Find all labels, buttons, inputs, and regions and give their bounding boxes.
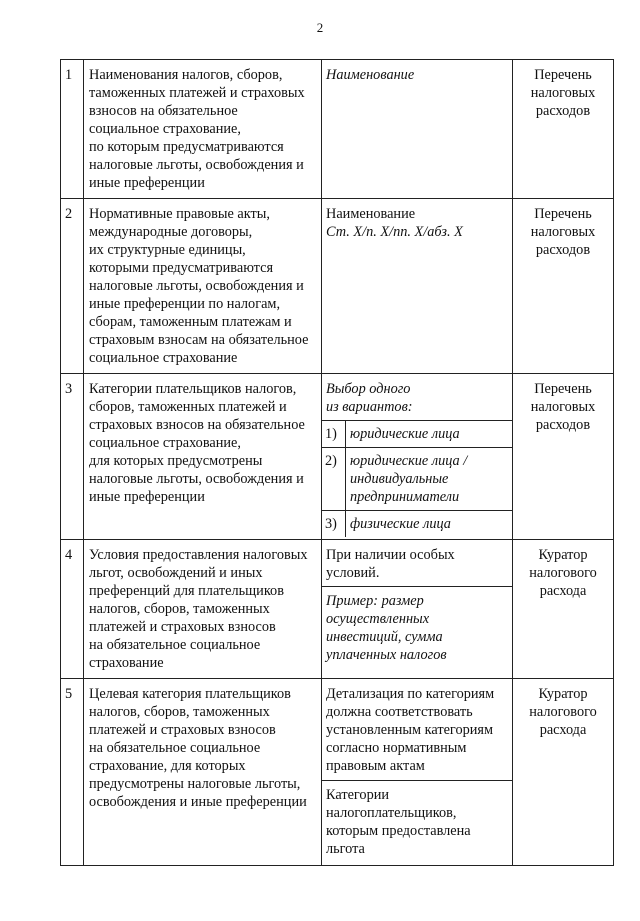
spec-line: льгота: [326, 841, 365, 857]
spec-line: условий.: [326, 565, 380, 581]
dest-line: Перечень: [534, 206, 592, 222]
table-row: [61, 540, 614, 679]
row-number: 4: [61, 540, 84, 679]
dest-line: налогового: [529, 565, 597, 581]
desc-line: по которым предусматриваются: [89, 139, 284, 155]
spec-line: Выбор одного: [326, 381, 411, 397]
option-line: индивидуальные: [350, 471, 449, 487]
row-spec: [322, 199, 513, 374]
spec-line: установленным категориям: [326, 722, 494, 738]
spec-line: Ст. X/п. X/пп. X/абз. X: [326, 224, 463, 240]
option-number: 2): [322, 448, 346, 510]
desc-line: сборам, таможенным платежам и: [89, 314, 292, 330]
desc-line: на обязательное социальное: [89, 740, 261, 756]
table-row: [61, 199, 614, 374]
desc-line: страхование, для которых: [89, 758, 246, 774]
dest-line: Перечень: [534, 381, 592, 397]
spec-category: [322, 780, 512, 863]
spec-line: согласно нормативным: [326, 740, 467, 756]
desc-line: Нормативные правовые акты,: [89, 206, 270, 222]
row-spec: [322, 60, 513, 199]
row-description: [84, 199, 322, 374]
dest-line: налоговых: [530, 224, 596, 240]
spec-line: налогоплательщиков,: [326, 805, 457, 821]
dest-line: налоговых: [530, 85, 596, 101]
dest-line: расходов: [535, 242, 591, 258]
row-destination: [513, 374, 614, 540]
tax-expenditure-table: [60, 59, 614, 866]
spec-line: правовым актам: [326, 758, 425, 774]
desc-line: преференций для плательщиков: [89, 583, 284, 599]
desc-line: Целевая категория плательщиков: [89, 686, 291, 702]
spec-line: Пример: размер: [326, 593, 424, 609]
desc-line: налогов, сборов, таможенных: [89, 601, 270, 617]
desc-line: таможенных платежей и страховых: [89, 85, 305, 101]
desc-line: предусмотрены налоговые льготы,: [89, 776, 301, 792]
spec-line: уплаченных налогов: [326, 647, 447, 663]
option-row: [322, 420, 512, 447]
spec-line: При наличии особых: [326, 547, 455, 563]
option-line: юридические лица /: [350, 453, 468, 469]
row-description: [84, 374, 322, 540]
desc-line: иные преференции: [89, 489, 205, 505]
table-row: [61, 679, 614, 866]
dest-line: расхода: [539, 583, 587, 599]
desc-line: иные преференции по налогам,: [89, 296, 281, 312]
option-row: [322, 447, 512, 510]
row-number: 5: [61, 679, 84, 866]
desc-line: страховых взносов на обязательное: [89, 417, 305, 433]
option-number: 1): [322, 421, 346, 447]
desc-line: на обязательное социальное: [89, 637, 261, 653]
desc-line: платежей и страховых взносов: [89, 619, 276, 635]
row-spec: [322, 540, 513, 679]
dest-line: Куратор: [538, 547, 588, 563]
spec-line: Наименование: [326, 67, 415, 83]
desc-line: страхование: [89, 655, 164, 671]
row-number: 1: [61, 60, 84, 199]
dest-line: расходов: [535, 417, 591, 433]
desc-line: для которых предусмотрены: [89, 453, 263, 469]
desc-lines: [84, 60, 321, 198]
spec-line: Детализация по категориям: [326, 686, 495, 702]
dest-line: Перечень: [534, 67, 592, 83]
option-line: физические лица: [350, 516, 451, 532]
table-row: [61, 374, 614, 540]
row-description: [84, 540, 322, 679]
desc-line: налогов, сборов, таможенных: [89, 704, 270, 720]
dest-line: расхода: [539, 722, 587, 738]
option-line: юридические лица: [350, 426, 460, 442]
desc-line: налоговые льготы, освобождения и: [89, 157, 304, 173]
row-spec: [322, 374, 513, 540]
row-destination: [513, 60, 614, 199]
spec-line: должна соответствовать: [326, 704, 473, 720]
option-text: [346, 511, 512, 537]
desc-line: Категории плательщиков налогов,: [89, 381, 297, 397]
row-description: [84, 679, 322, 866]
row-destination: [513, 679, 614, 866]
desc-line: взносов на обязательное: [89, 103, 238, 119]
dest-line: налогового: [529, 704, 597, 720]
spec-line: которым предоставлена: [326, 823, 471, 839]
row-destination: [513, 199, 614, 374]
desc-line: Наименования налогов, сборов,: [89, 67, 283, 83]
desc-line: налоговые льготы, освобождения и: [89, 471, 304, 487]
desc-line: налоговые льготы, освобождения и: [89, 278, 304, 294]
option-number: 3): [322, 511, 346, 537]
spec-line: Наименование: [326, 206, 416, 222]
desc-line: международные договоры,: [89, 224, 253, 240]
row-description: [84, 60, 322, 199]
desc-line: социальное страхование,: [89, 435, 241, 451]
spec-example: [322, 586, 512, 669]
dest-line: налоговых: [530, 399, 596, 415]
row-number: 3: [61, 374, 84, 540]
desc-line: освобождения и иные преференции: [89, 794, 307, 810]
option-line: предприниматели: [350, 489, 460, 505]
page-number: 2: [316, 20, 324, 35]
desc-line: социальное страхование: [89, 350, 238, 366]
table-row: [61, 60, 614, 199]
spec-line: инвестиций, сумма: [326, 629, 443, 645]
desc-line: иные преференции: [89, 175, 205, 191]
row-spec: [322, 679, 513, 866]
desc-line: Условия предоставления налоговых: [89, 547, 308, 563]
desc-line: их структурные единицы,: [89, 242, 246, 258]
desc-line: которыми предусматриваются: [89, 260, 274, 276]
spec-line: осуществленных: [326, 611, 430, 627]
option-row: [322, 510, 512, 537]
dest-line: расходов: [535, 103, 591, 119]
option-text: [346, 448, 512, 510]
option-text: [346, 421, 512, 447]
spec-line: Категории: [326, 787, 390, 803]
desc-line: сборов, таможенных платежей и: [89, 399, 287, 415]
spec-line: из вариантов:: [326, 399, 413, 415]
row-number: 2: [61, 199, 84, 374]
dest-line: Куратор: [538, 686, 588, 702]
desc-line: льгот, освобождений и иных: [89, 565, 263, 581]
desc-line: страховым взносам на обязательное: [89, 332, 309, 348]
row-destination: [513, 540, 614, 679]
desc-line: платежей и страховых взносов: [89, 722, 276, 738]
desc-line: социальное страхование,: [89, 121, 241, 137]
